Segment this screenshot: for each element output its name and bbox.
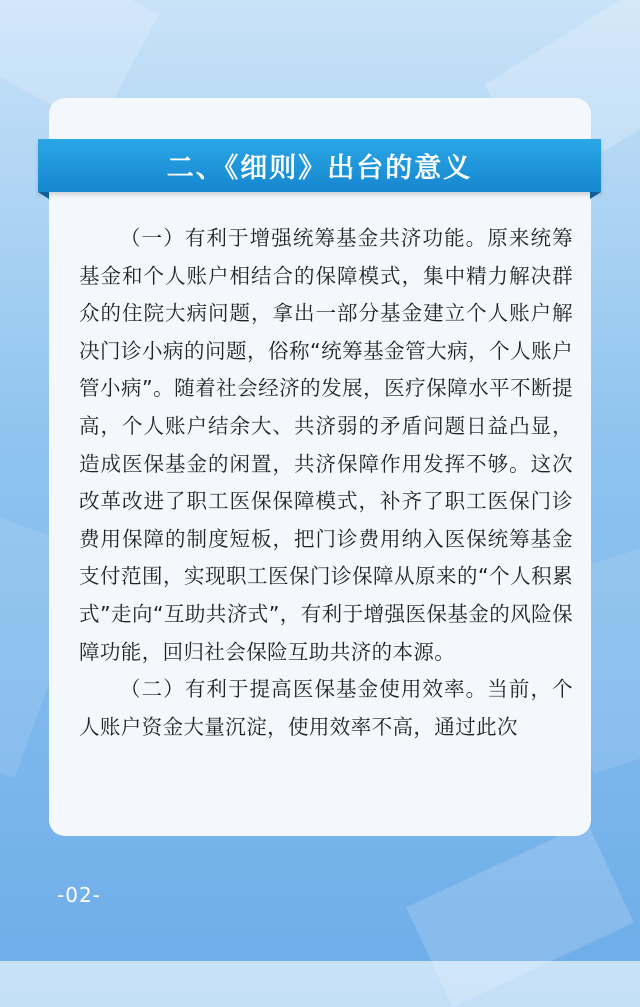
- page-number: -02-: [57, 883, 101, 907]
- paragraph: （一）有利于增强统筹基金共济功能。原来统筹基金和个人账户相结合的保障模式，集中精力解决群众的住院大病问题，拿出一部分基金建立个人账户解决门诊小病的问题，俗称“统筹基金管大病，个人账户管小病”。随着社会经济的发展，医疗保障水平不断提高，个人账户结余大、共济弱的矛盾问题日益凸显，造成医保基金的闲置，共济保障作用发挥不够。这次改革改进了职工医保保障模式，补齐了职工医保门诊费用保障的制度短板，把门诊费用纳入医保统筹基金支付范围，实现职工医保门诊保障从原来的“个人积累式”走向“互助共济式”，有利于增强医保基金的风险保障功能，回归社会保险互助共济的本源。: [79, 226, 573, 664]
- section-title: 二、《细则》出台的意义: [166, 153, 473, 184]
- background-decoration: [406, 823, 634, 1007]
- body-text: [79, 220, 573, 746]
- section-title-banner: [38, 139, 601, 192]
- paragraph: （二）有利于提高医保基金使用效率。当前，个人账户资金大量沉淀，使用效率不高，通过此次: [79, 677, 573, 739]
